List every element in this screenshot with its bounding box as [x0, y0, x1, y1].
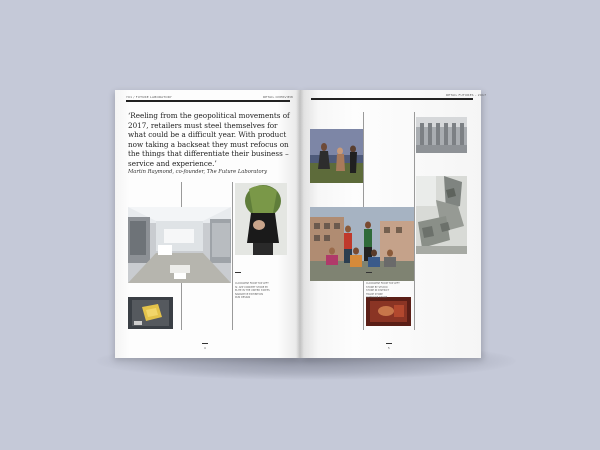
product-detail-photo [128, 297, 173, 329]
right-header-title: RETAIL FUTURES – 2017 [446, 93, 487, 97]
fashion-portrait-photo [235, 183, 287, 255]
left-header-rule [126, 100, 290, 102]
page-number-dash [386, 343, 392, 344]
caption-dash [366, 272, 372, 273]
left-header-title: Y01 / FUTURE LABORATORY [126, 95, 172, 99]
pull-quote: ‘Reeling from the geopolitical movements of 2017, retailers must steel themselves for what could be a difficult year. With product now taking a backseat they must refocus on the things that differentiate their business – service and experience.’ [128, 111, 290, 168]
caption-line: SI: APP CONCEPT STORE BY [235, 285, 269, 289]
column-rule [232, 182, 233, 330]
left-captions [235, 282, 270, 300]
interior-red-photo [366, 297, 411, 326]
caption-line: CLOCKWISE FROM TOP LEFT [366, 282, 400, 285]
left-page-number: 4 [204, 347, 206, 350]
left-header-section: RETAIL OVERVIEW [263, 95, 294, 99]
caption-line: NARRATIVE EXHIBITION [235, 292, 264, 296]
caption-dash [235, 272, 241, 273]
caption-line: STORE BY STUDIO [366, 285, 388, 289]
caption-line: ELITE IN THE UNITED STATES [235, 289, 270, 293]
group-street-photo [310, 207, 414, 281]
column-rule [414, 112, 415, 330]
concrete-sculpture-photo [416, 176, 467, 254]
caption-line: TRADE STORE [366, 292, 383, 296]
caption-line: OUTDOOR STORE [366, 296, 388, 300]
building-exterior-photo [416, 117, 467, 153]
dancers-photo [310, 129, 363, 183]
right-captions [366, 282, 400, 300]
quote-credit: Martin Raymond, co-founder, The Future Laboratory [128, 169, 268, 175]
page-number-dash [202, 343, 208, 344]
store-interior-photo [128, 207, 231, 283]
right-header-rule [311, 98, 473, 100]
caption-line: STORE IN DISTRICT [366, 289, 390, 293]
right-page-number: 5 [388, 347, 390, 350]
spine-fold [296, 90, 304, 358]
caption-line: RUN DESIGN [235, 296, 251, 300]
caption-line: CLOCKWISE FROM TOP LEFT [235, 282, 269, 285]
